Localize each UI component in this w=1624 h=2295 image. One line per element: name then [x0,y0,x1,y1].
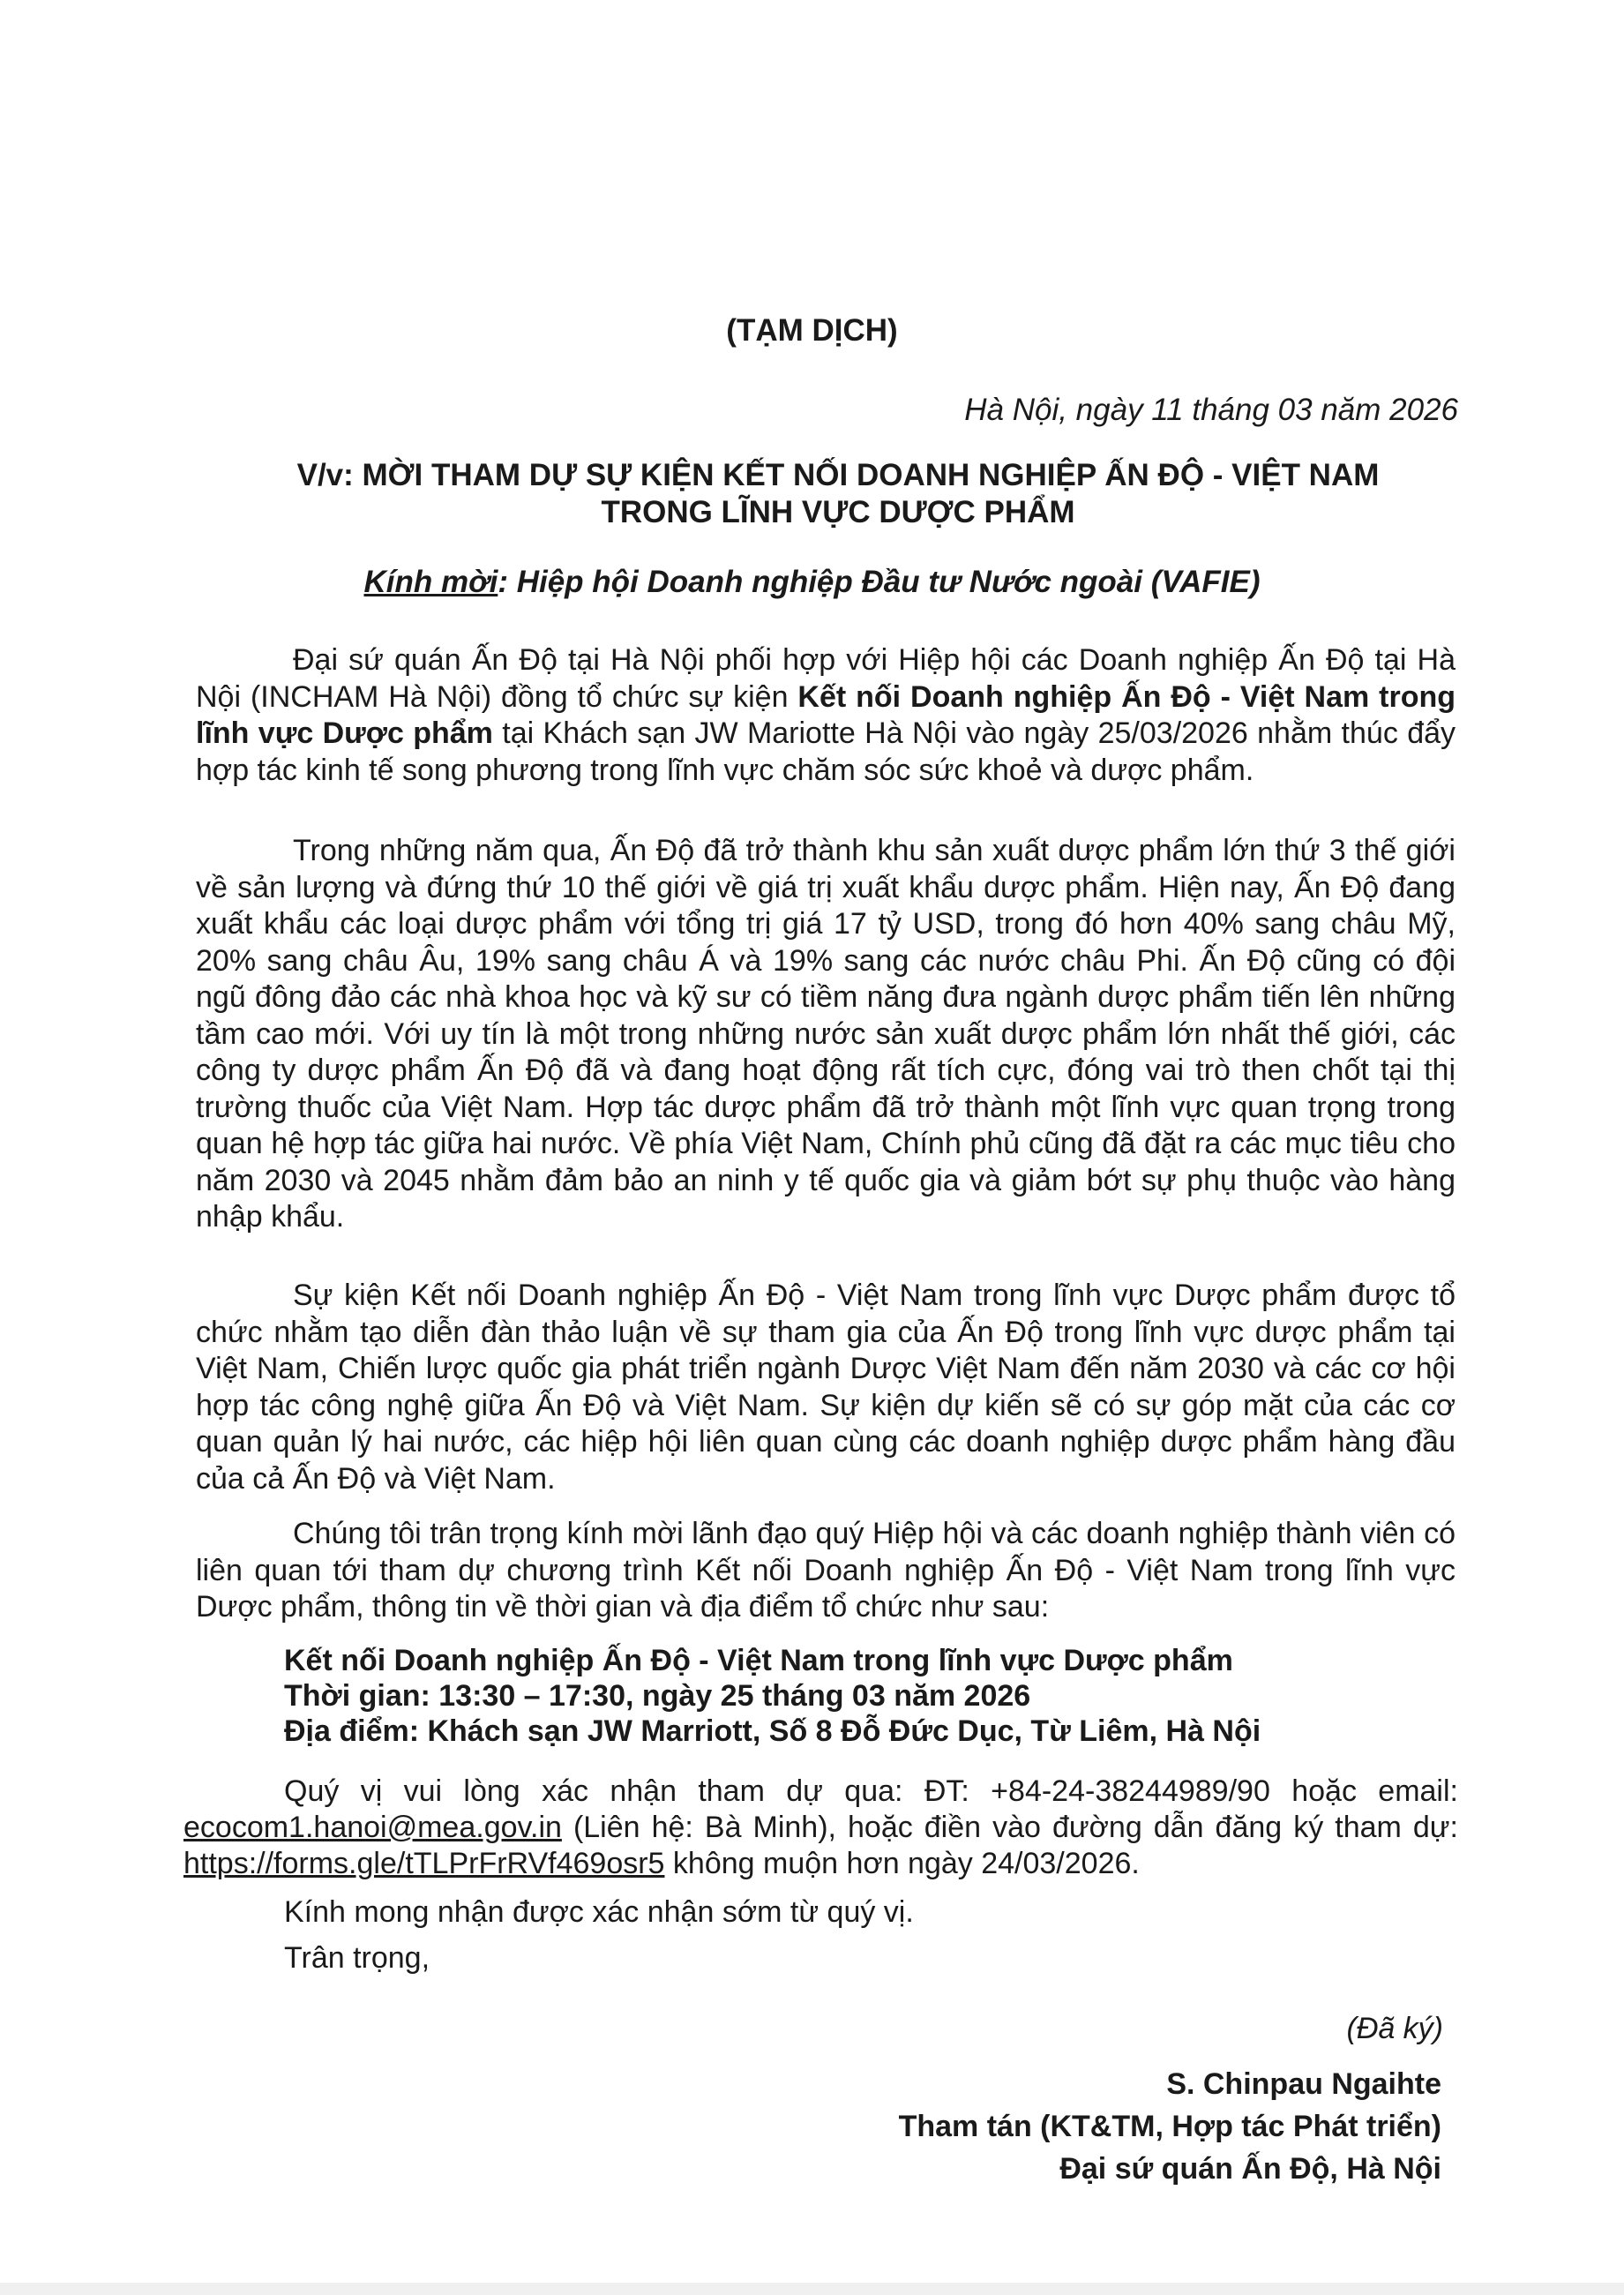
closing-request: Kính mong nhận được xác nhận sớm từ quý vị. [284,1895,914,1929]
paragraph-3: Sự kiện Kết nối Doanh nghiệp Ấn Độ - Việt Nam trong lĩnh vực Dược phẩm được tổ chức nhằm tạo diễn đàn thảo luận về sự tham gia của Ấn Độ trong lĩnh vực dược phẩm tại Việt Nam, Chiến lược quốc gia phát triển ngành Dược Việt Nam đến năm 2030 và các cơ hội hợp tác công nghệ giữa Ấn Độ và Việt Nam. Sự kiện dự kiến sẽ có sự góp mặt của các cơ quan quản lý hai nước, các hiệp hội liên quan cùng các doanh nghiệp dược phẩm hàng đầu của cả Ấn Độ và Việt Nam. [196,1279,1456,1496]
event-details [284,1643,1457,1749]
event-title: Kết nối Doanh nghiệp Ấn Độ - Việt Nam trong lĩnh vực Dược phẩm [284,1644,1233,1677]
registration-link[interactable]: https://forms.gle/tTLPrFrRVf469osr5 [183,1847,665,1880]
document-date: Hà Nội, ngày 11 tháng 03 năm 2026 [964,393,1458,427]
confirmation-paragraph [183,1774,1458,1882]
document-subject [221,457,1456,531]
subject-line-1: V/v: MỜI THAM DỰ SỰ KIỆN KẾT NỐI DOANH NGHIỆP ẤN ĐỘ - VIỆT NAM [296,458,1380,492]
closing-regards: Trân trọng, [284,1941,430,1975]
confirm-text: Quý vị vui lòng xác nhận tham dự qua: ĐT: +84-24-38244989/90 hoặc email: [284,1774,1458,1808]
signer-name: S. Chinpau Ngaihte [1166,2067,1441,2101]
invitation-line [0,565,1624,600]
paragraph-2: Trong những năm qua, Ấn Độ đã trở thành khu sản xuất dược phẩm lớn thứ 3 thế giới về sản lượng và đứng thứ 10 thế giới về giá trị xuất khẩu dược phẩm. Hiện nay, Ấn Độ đang xuất khẩu các loại dược phẩm với tổng trị giá 17 tỷ USD, trong đó hơn 40% sang châu Mỹ, 20% sang châu Âu, 19% sang châu Á và 19% sang các nước châu Phi. Ấn Độ cũng có đội ngũ đông đảo các nhà khoa học và kỹ sư có tiềm năng đưa ngành dược phẩm tiến lên những tầm cao mới. Với uy tín là một trong những nước sản xuất dược phẩm lớn nhất thế giới, các công ty dược phẩm Ấn Độ đã và đang hoạt động rất tích cực, đóng vai trò then chốt tại thị trường thuốc của Việt Nam. Hợp tác dược phẩm đã trở thành một lĩnh vực quan trọng trong quan hệ hợp tác giữa hai nước. Về phía Việt Nam, Chính phủ cũng đã đặt ra các mục tiêu cho năm 2030 và 2045 nhằm đảm bảo an ninh y tế quốc gia và giảm bớt sự phụ thuộc vào hàng nhập khẩu. [196,834,1456,1234]
confirm-text-end: không muộn hơn ngày 24/03/2026. [664,1847,1140,1880]
event-venue: Địa điểm: Khách sạn JW Marriott, Số 8 Đỗ Đức Dục, Từ Liêm, Hà Nội [284,1714,1261,1748]
event-time: Thời gian: 13:30 – 17:30, ngày 25 tháng 03 năm 2026 [284,1679,1031,1713]
paragraph-1-text-end: tại Khách sạn JW Mariotte Hà Nội vào ngày 25/03/2026 nhằm thúc đẩy hợp tác kinh tế song phương trong lĩnh vực chăm sóc sức khoẻ và dược phẩm. [196,716,1456,787]
confirm-text-mid: (Liên hệ: Bà Minh), hoặc điền vào đường dẫn đăng ký tham dự: [561,1811,1458,1844]
signer-organization: Đại sứ quán Ấn Độ, Hà Nội [1059,2152,1441,2186]
email-link[interactable]: ecocom1.hanoi@mea.gov.in [183,1811,562,1844]
scan-bottom-edge [0,2283,1624,2295]
invitation-label: Kính mời [363,565,498,599]
paragraph-1 [196,642,1456,789]
signature-block [899,2063,1441,2190]
subject-line-2: TRONG LĨNH VỰC DƯỢC PHẨM [601,495,1075,529]
document-heading: (TẠM DỊCH) [726,313,898,348]
signer-title: Tham tán (KT&TM, Hợp tác Phát triển) [898,2110,1441,2143]
paragraph-1-text: Đại sứ quán Ấn Độ tại Hà Nội phối hợp với Hiệp hội các Doanh nghiệp Ấn Độ tại Hà Nội (INCHAM Hà Nội) đồng tổ chức sự kiện [196,643,1456,714]
invitation-recipient: : Hiệp hội Doanh nghiệp Đầu tư Nước ngoài (VAFIE) [498,565,1261,599]
event-name-bold: Kết nối Doanh nghiệp Ấn Độ - Việt Nam trong lĩnh vực Dược phẩm [196,679,1456,750]
paragraph-4: Chúng tôi trân trọng kính mời lãnh đạo quý Hiệp hội và các doanh nghiệp thành viên có liên quan tới tham dự chương trình Kết nối Doanh nghiệp Ấn Độ - Việt Nam trong lĩnh vực Dược phẩm, thông tin về thời gian và địa điểm tổ chức như sau: [196,1517,1456,1624]
signed-note: (Đã ký) [1346,2012,1443,2045]
